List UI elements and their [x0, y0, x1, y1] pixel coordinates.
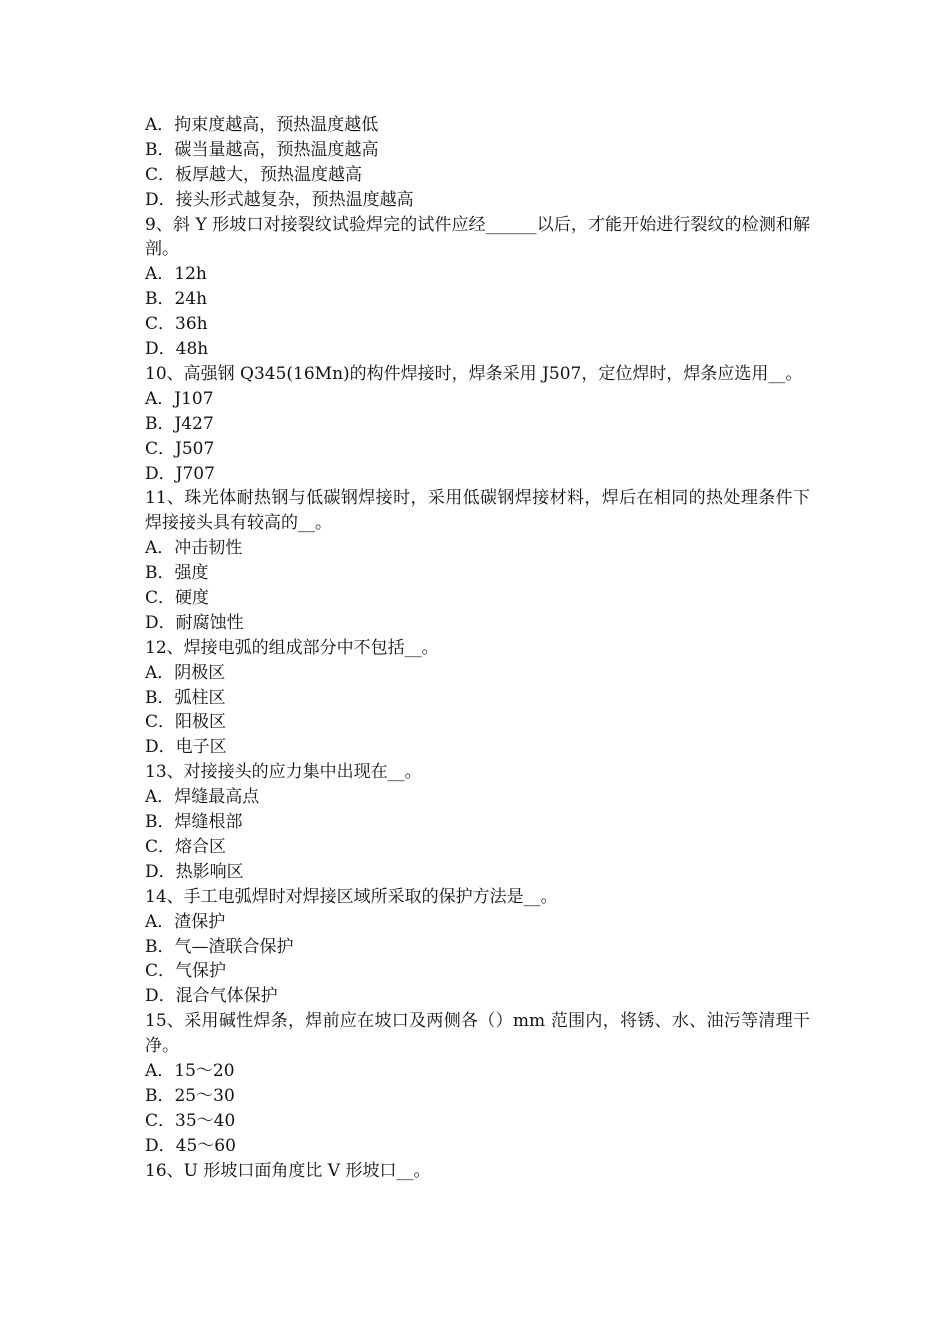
option-text: D．48h [145, 339, 209, 360]
option-text: C．板厚越大，预热温度越高 [145, 164, 363, 185]
option-text: B．强度 [145, 563, 209, 584]
question-text: 15、采用碱性焊条，焊前应在坡口及两侧各（）mm 范围内，将锈、水、油污等清理干净。 [145, 1011, 810, 1057]
option-text: B．气—渣联合保护 [145, 936, 294, 957]
option-text: D．耐腐蚀性 [145, 612, 244, 633]
option-text: A．冲击韧性 [145, 538, 243, 559]
option-text: C．35～40 [145, 1110, 236, 1131]
option-text: D．45～60 [145, 1135, 236, 1156]
option-text: C．熔合区 [145, 836, 227, 857]
option-text: A．焊缝最高点 [145, 787, 260, 808]
option-text: B．弧柱区 [145, 687, 226, 708]
option-text: A．渣保护 [145, 911, 226, 932]
question-text: 11、珠光体耐热钢与低碳钢焊接时，采用低碳钢焊接材料，焊后在相同的热处理条件下焊接接头具有较高的__。 [145, 488, 810, 534]
question-text: 12、焊接电弧的组成部分中不包括__。 [145, 637, 439, 658]
option-text: D．接头形式越复杂，预热温度越高 [145, 189, 414, 210]
option-text: D．J707 [145, 463, 215, 484]
option-text: D．混合气体保护 [145, 986, 278, 1007]
question-text: 10、高强钢 Q345(16Mn)的构件焊接时，焊条采用 J507，定位焊时，焊条应选用__。 [145, 363, 803, 384]
option-text: D．电子区 [145, 737, 227, 758]
question-text: 14、手工电弧焊时对焊接区域所采取的保护方法是__。 [145, 886, 558, 907]
question-text: 16、U 形坡口面角度比 V 形坡口__。 [145, 1160, 431, 1181]
option-text: C．阳极区 [145, 712, 227, 733]
option-text: A．12h [145, 264, 207, 285]
option-text: B．J427 [145, 413, 214, 434]
option-text: A．15～20 [145, 1061, 235, 1081]
option-text: D．热影响区 [145, 861, 244, 882]
option-text: A．阴极区 [145, 662, 226, 683]
option-text: C．J507 [145, 438, 215, 459]
option-text: A．拘束度越高，预热温度越低 [145, 115, 379, 135]
option-text: B．焊缝根部 [145, 812, 243, 833]
question-text: 9、斜 Y 形坡口对接裂纹试验焊完的试件应经______以后，才能开始进行裂纹的检测和解剖。 [145, 214, 810, 260]
document-page [145, 113, 810, 1183]
option-text: B．24h [145, 289, 208, 310]
option-text: C．36h [145, 314, 208, 335]
option-text: A．J107 [145, 388, 214, 409]
option-text: C．硬度 [145, 588, 210, 608]
option-text: B．25～30 [145, 1085, 235, 1106]
option-text: C．气保护 [145, 961, 227, 982]
option-text: B．碳当量越高，预热温度越高 [145, 139, 379, 160]
question-text: 13、对接接头的应力集中出现在__。 [145, 762, 422, 783]
